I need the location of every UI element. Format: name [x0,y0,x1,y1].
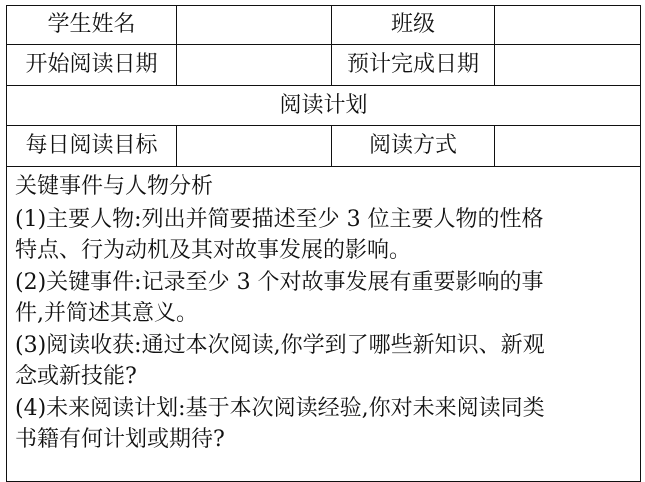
class-label: 班级 [332,6,495,45]
method-field[interactable] [495,126,641,167]
class-field[interactable] [495,6,641,45]
method-label: 阅读方式 [332,126,495,167]
end-date-field[interactable] [495,45,641,86]
end-date-label: 预计完成日期 [332,45,495,86]
analysis-item-characters [15,205,634,266]
row-plan-title [7,86,641,126]
plan-title: 阅读计划 [7,86,641,126]
student-name-label: 学生姓名 [7,6,177,45]
analysis-section [7,167,641,482]
analysis-title: 关键事件与人物分析 [15,174,214,199]
analysis-item-text: (3)阅读收获:通过本次阅读,你学到了哪些新知识、新观 [15,333,545,358]
analysis-item-gains [15,331,634,392]
analysis-item-text: 件,并简述其意义。 [15,300,198,326]
daily-goal-field[interactable] [177,126,332,167]
reading-plan-table [6,5,641,482]
analysis-item-text: (2)关键事件:记录至少 3 个对故事发展有重要影响的事 [15,270,544,295]
row-analysis [7,167,641,482]
daily-goal-label: 每日阅读目标 [7,126,177,167]
analysis-item-text: 特点、行为动机及其对故事发展的影响。 [15,237,412,263]
analysis-item-text: 书籍有何计划或期待? [15,426,225,452]
start-date-label: 开始阅读日期 [7,45,177,86]
analysis-item-events [15,268,634,329]
row-goal-method [7,126,641,167]
analysis-item-future-plan [15,394,634,455]
row-dates [7,45,641,86]
analysis-item-text: (1)主要人物:列出并简要描述至少 3 位主要人物的性格 [15,207,544,232]
analysis-item-text: 念或新技能? [15,363,137,389]
student-name-field[interactable] [177,6,332,45]
analysis-item-text: (4)未来阅读计划:基于本次阅读经验,你对未来阅读同类 [15,396,545,421]
start-date-field[interactable] [177,45,332,86]
row-student-class [7,6,641,45]
